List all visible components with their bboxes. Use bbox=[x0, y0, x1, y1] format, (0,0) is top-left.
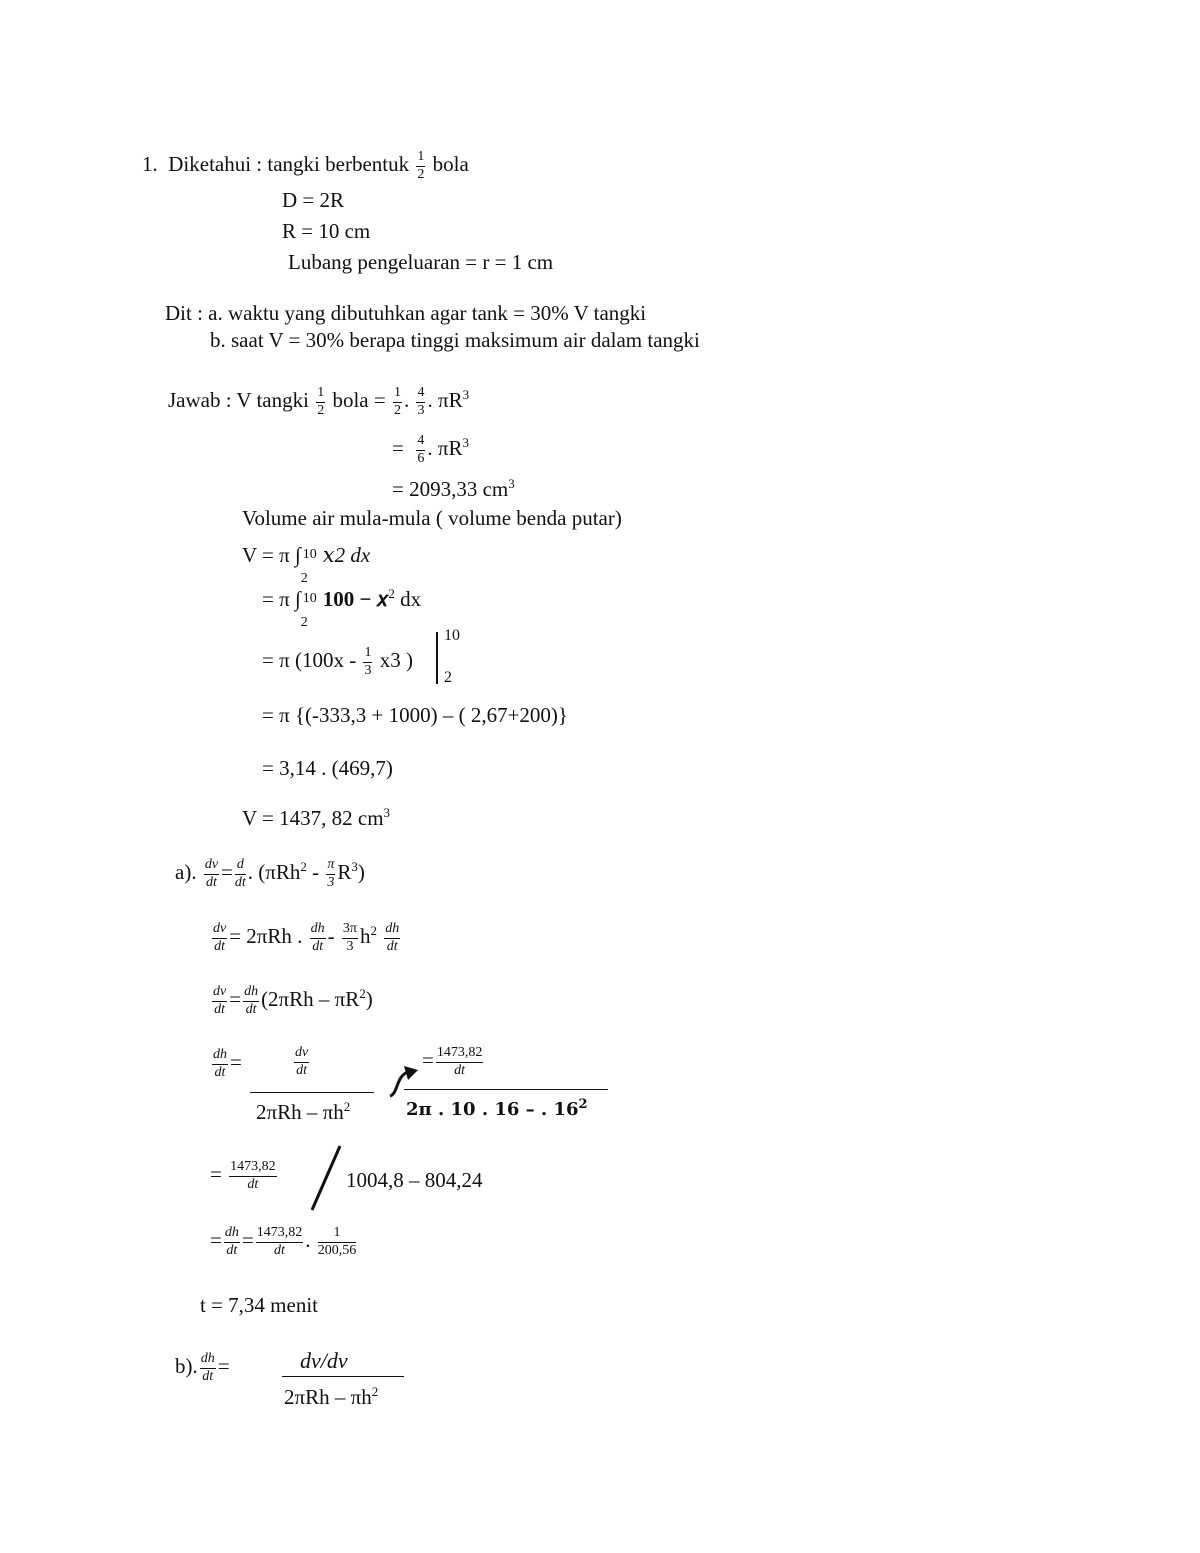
minus-a2: - bbox=[327, 924, 335, 948]
three-pi-over-3-fraction: $\frac{3\pi}{3}$ bbox=[342, 921, 357, 954]
part-a-label: a). bbox=[175, 860, 197, 884]
given-label: Diketahui : tangki berbentuk bbox=[168, 152, 410, 176]
dh-dt-fraction: $\frac{dh}{dt}$ bbox=[310, 921, 325, 954]
dv-dt-fraction: $\frac{dv}{dt}$ bbox=[204, 857, 219, 890]
division-slash-icon bbox=[306, 1142, 346, 1214]
half-fraction-2: $\frac{1}{2}$ bbox=[317, 385, 325, 418]
eval-upper-limit: 10 bbox=[444, 627, 460, 644]
integral-prefix: V = π ∫ bbox=[242, 543, 301, 567]
part-a-line-5-denominator: 1004,8 – 804,24 bbox=[346, 1168, 483, 1192]
fraction-bar-left bbox=[250, 1092, 374, 1093]
half-fraction: $\frac{1}{2}$ bbox=[417, 149, 425, 182]
multiplication-line: = 3,14 . (469,7) bbox=[262, 756, 393, 780]
volume-step-3 bbox=[392, 477, 515, 500]
part-a-line-6: = $\frac{dh}{dt}$ = $\frac{1473,82}{dt}$ . $\frac{1}{200,56}$ bbox=[210, 1225, 357, 1258]
factored-term: (2πRh – πR bbox=[261, 987, 360, 1011]
fraction-bar-b bbox=[282, 1376, 404, 1377]
antiderivative-prefix: = π (100x - bbox=[262, 648, 357, 672]
dx-text: dx bbox=[394, 587, 422, 611]
part-a-line-1: a). $\frac{dv}{dt}$ = $\frac{d}{dt}$ . (πRh$^2$ - $\frac{\pi}{3}$ $R^3$) bbox=[175, 857, 365, 890]
pi-r-cubed: . πR bbox=[427, 388, 463, 412]
pi-over-3-fraction: $\frac{\pi}{3}$ bbox=[327, 857, 335, 890]
part-b-label: b). bbox=[175, 1354, 198, 1378]
bola-text: bola bbox=[432, 152, 469, 176]
reciprocal-fraction: $\frac{1}{200,56}$ bbox=[317, 1225, 357, 1258]
bola-eq: bola = bbox=[332, 388, 386, 412]
part-b-numerator: dv/dv bbox=[300, 1348, 348, 1373]
right-denominator bbox=[406, 1098, 588, 1119]
dh-dt-fraction-6: $\frac{dh}{dt}$ bbox=[224, 1225, 239, 1258]
part-b-line: b). $\frac{dh}{dt}$ = bbox=[175, 1351, 230, 1384]
d-equation: D = 2R bbox=[282, 188, 345, 212]
four-thirds-fraction: $\frac{4}{3}$ bbox=[417, 385, 425, 418]
r-term: R bbox=[337, 860, 352, 884]
volume-step-2 bbox=[392, 434, 469, 466]
cube-exp-a1: 3 bbox=[351, 859, 358, 874]
right-denominator-text: 2π . 10 . 16 – . 16 bbox=[406, 1099, 579, 1120]
antiderivative-suffix: x3 ) bbox=[379, 648, 413, 672]
arrow-icon bbox=[386, 1062, 426, 1098]
integral-line-2: = π ∫ 10 2 100 − 𝑥$^2$ dx bbox=[262, 586, 422, 630]
volume-heading: Volume air mula-mula ( volume benda putar) bbox=[242, 506, 622, 530]
dv-dt-numerator bbox=[292, 1046, 311, 1078]
integrand-1: 𝑥2 dx bbox=[322, 543, 371, 567]
four-sixths-fraction: $\frac{4}{6}$ bbox=[417, 433, 425, 466]
jawab-prefix: Jawab : V tangki bbox=[168, 388, 309, 412]
asked-b: b. saat V = 30% berapa tinggi maksimum air dalam tangki bbox=[210, 328, 700, 352]
part-a-line-3: $\frac{dv}{dt}$ = $\frac{dh}{dt}$ $(2\pi Rh - \pi R^2)$ bbox=[213, 984, 373, 1017]
cube-exponent-2: 3 bbox=[462, 435, 469, 450]
cube-exponent: 3 bbox=[462, 387, 470, 402]
r-equation: R = 10 cm bbox=[282, 219, 371, 243]
two-pi-rh: = 2πRh . bbox=[229, 924, 303, 948]
left-denominator-text: 2πRh – πh bbox=[256, 1100, 344, 1124]
dv-dt-fraction-4: $\frac{dv}{dt}$ bbox=[295, 1045, 309, 1078]
integrand-2: 100 − 𝑥 bbox=[322, 587, 389, 611]
volume-result: V = 1437, 82 cm bbox=[242, 806, 384, 830]
dh-dt-fraction-b: $\frac{dh}{dt}$ bbox=[200, 1351, 215, 1384]
sq-exp-a4: 2 bbox=[343, 1099, 351, 1114]
time-result: t = 7,34 menit bbox=[200, 1293, 319, 1317]
cube-exponent-3: 3 bbox=[508, 476, 515, 491]
evaluation-line: = π {(-333,3 + 1000) – ( 2,67+200)} bbox=[262, 703, 569, 727]
minus-a1: - bbox=[306, 860, 320, 884]
integral-prefix-2: = π ∫ bbox=[262, 587, 301, 611]
right-numerator-fraction: $\frac{1473,82}{dt}$ bbox=[436, 1045, 483, 1078]
half-fraction-3: $\frac{1}{2}$ bbox=[393, 385, 401, 418]
dh-dt-fraction-4: $\frac{dh}{dt}$ bbox=[213, 1047, 227, 1080]
eval-lower-limit: 2 bbox=[444, 669, 452, 686]
volume-result-line bbox=[242, 806, 390, 829]
asked-a: Dit : a. waktu yang dibutuhkan agar tank = 30% V tangki bbox=[165, 301, 647, 325]
sq-exp-a2: 2 bbox=[370, 923, 377, 938]
cube-exponent-4: 3 bbox=[383, 805, 391, 820]
dv-dt-fraction-2: $\frac{dv}{dt}$ bbox=[213, 921, 227, 954]
left-denominator bbox=[256, 1100, 350, 1123]
evaluation-bar bbox=[436, 632, 438, 684]
integral-line-1: V = π ∫ 10 2 𝑥2 dx bbox=[242, 543, 371, 586]
volume-tank-result: = 2093,33 cm bbox=[392, 477, 509, 501]
numerator-fraction-5: $\frac{1473,82}{dt}$ bbox=[230, 1159, 276, 1192]
sq-exp-b: 2 bbox=[371, 1384, 379, 1399]
sq-exp-a4b: 2 bbox=[578, 1097, 588, 1112]
fraction-bar-right bbox=[404, 1089, 608, 1090]
jawab-line: Jawab : V tangki $\frac{1}{2}$ bola = $\frac{1}{2}$ . $\frac{4}{3}$ . $\pi R^3$ bbox=[168, 385, 470, 418]
one-third-fraction: $\frac{1}{3}$ bbox=[364, 645, 372, 678]
dv-dt-fraction-3: $\frac{dv}{dt}$ bbox=[213, 984, 227, 1017]
close-paren-a1: ) bbox=[357, 860, 365, 884]
part-a-line-4-left: $\frac{dh}{dt}$ = bbox=[213, 1047, 242, 1080]
part-a-line-2 bbox=[210, 922, 402, 954]
sq-exp-a1: 2 bbox=[300, 859, 307, 874]
right-numerator: = $\frac{1473,82}{dt}$ bbox=[422, 1045, 483, 1078]
pi-r-cubed-2: . πR bbox=[427, 436, 463, 460]
part-b-denominator bbox=[284, 1385, 378, 1408]
rh-term: . (πRh bbox=[247, 860, 301, 884]
problem-number: 1. bbox=[142, 152, 158, 176]
square-exponent: 2 bbox=[388, 586, 395, 601]
antiderivative-line bbox=[262, 646, 413, 678]
numerator-fraction-6: $\frac{1473,82}{dt}$ bbox=[256, 1225, 303, 1258]
h-term: h bbox=[360, 924, 371, 948]
hole-equation: Lubang pengeluaran = r = 1 cm bbox=[288, 250, 554, 274]
problem-given-line bbox=[142, 150, 469, 182]
sq-exp-a3: 2 bbox=[359, 986, 366, 1001]
dh-dt-fraction-2: $\frac{dh}{dt}$ bbox=[385, 921, 400, 954]
part-b-denominator-text: 2πRh – πh bbox=[284, 1385, 372, 1409]
part-a-line-5: = $\frac{1473,82}{dt}$ bbox=[210, 1159, 276, 1192]
d-dt-fraction: $\frac{d}{dt}$ bbox=[234, 857, 246, 890]
close-paren-a3: ) bbox=[365, 987, 373, 1011]
equals-sign: = bbox=[392, 436, 404, 460]
dh-dt-fraction-3: $\frac{dh}{dt}$ bbox=[244, 984, 259, 1017]
